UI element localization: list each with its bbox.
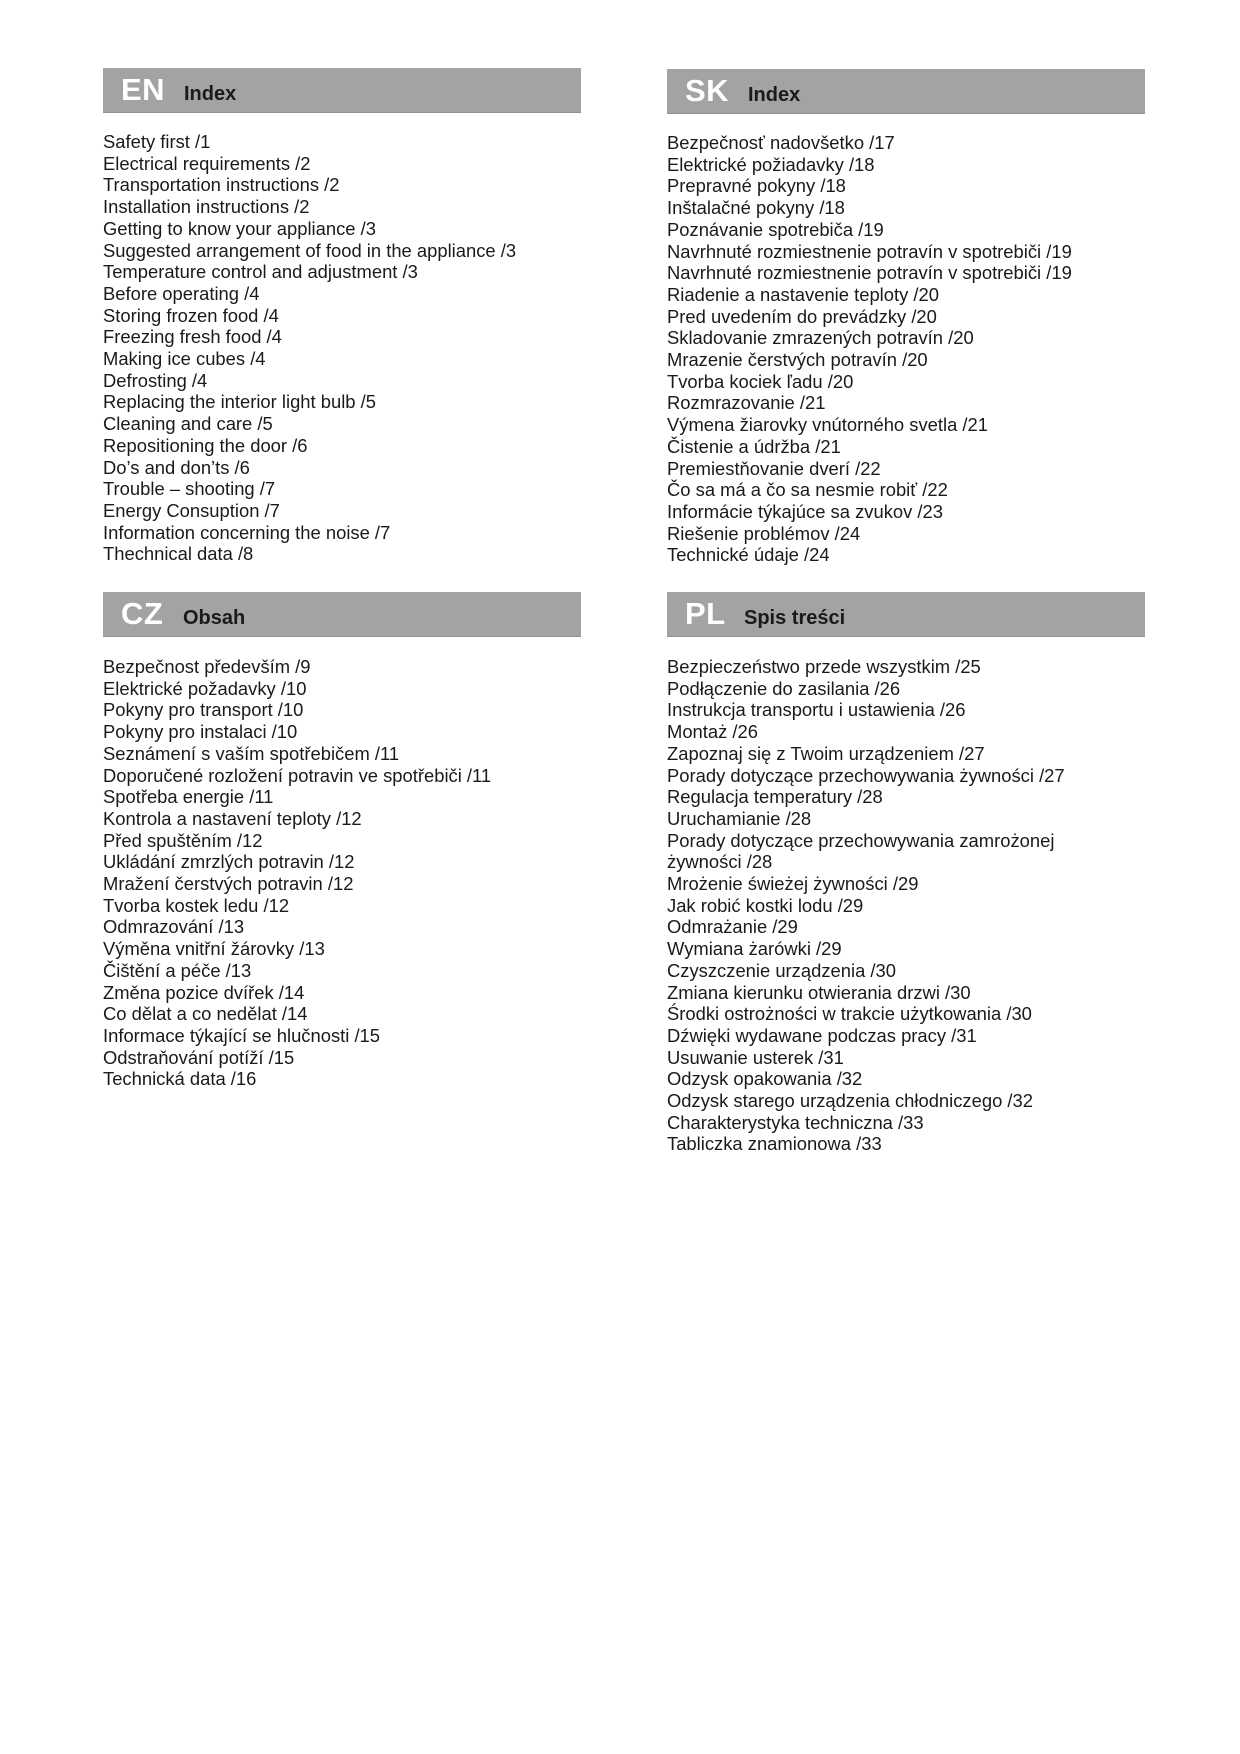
toc-entry: Information concerning the noise /7 xyxy=(103,521,391,543)
toc-entry: Kontrola a nastavení teploty /12 xyxy=(103,807,362,829)
toc-entry: Pred uvedením do prevádzky /20 xyxy=(667,305,937,327)
toc-entry: Energy Consuption /7 xyxy=(103,499,280,521)
toc-entry: Electrical requirements /2 xyxy=(103,152,311,174)
toc-entry: Spotřeba energie /11 xyxy=(103,786,274,808)
toc-list-cz xyxy=(103,656,581,1090)
toc-entry: żywności /28 xyxy=(667,851,773,873)
toc-entry: Odzysk opakowania /32 xyxy=(667,1068,863,1090)
lang-code-pl: PL xyxy=(685,596,726,631)
toc-entry: Bezpečnost především /9 xyxy=(103,656,311,677)
toc-entry: Informácie týkajúce sa zvukov /23 xyxy=(667,500,943,522)
toc-entry: Porady dotyczące przechowywania zamrożonej xyxy=(667,829,1055,851)
toc-entry: Výmena žiarovky vnútorného svetla /21 xyxy=(667,414,988,436)
toc-entry: Odmrazování /13 xyxy=(103,916,245,938)
section-sk xyxy=(667,69,1145,566)
toc-entry: Mrożenie świeżej żywności /29 xyxy=(667,873,919,895)
section-title-sk: Index xyxy=(748,84,801,106)
toc-entry: Czyszczenie urządzenia /30 xyxy=(667,959,896,981)
toc-list-sk xyxy=(667,132,1145,566)
toc-entry: Tabliczka znamionowa /33 xyxy=(667,1133,882,1155)
toc-entry: Rozmrazovanie /21 xyxy=(667,392,826,414)
toc-entry: Thechnical data /8 xyxy=(103,543,254,565)
toc-entry: Usuwanie usterek /31 xyxy=(667,1046,844,1068)
toc-entry: Inštalačné pokyny /18 xyxy=(667,197,845,219)
section-cz xyxy=(103,592,581,1090)
toc-entry: Defrosting /4 xyxy=(103,369,208,391)
toc-entry: Odstraňování potíží /15 xyxy=(103,1046,295,1068)
toc-entry: Skladovanie zmrazených potravín /20 xyxy=(667,327,974,349)
toc-entry: Freezing fresh food /4 xyxy=(103,326,282,348)
toc-entry: Charakterystyka techniczna /33 xyxy=(667,1111,924,1133)
section-title-cz: Obsah xyxy=(183,607,246,629)
toc-entry: Čo sa má a čo sa nesmie robiť /22 xyxy=(667,479,948,501)
toc-entry: Tvorba kociek ľadu /20 xyxy=(667,370,854,392)
toc-entry: Before operating /4 xyxy=(103,282,260,304)
toc-entry: Riadenie a nastavenie teploty /20 xyxy=(667,283,939,305)
toc-entry: Pokyny pro instalaci /10 xyxy=(103,721,298,743)
toc-entry: Wymiana żarówki /29 xyxy=(667,938,842,960)
toc-entry: Poznávanie spotrebiča /19 xyxy=(667,218,884,240)
toc-entry: Instrukcja transportu i ustawienia /26 xyxy=(667,699,966,721)
toc-entry: Seznámení s vaším spotřebičem /11 xyxy=(103,742,400,764)
toc-entry: Regulacja temperatury /28 xyxy=(667,786,883,808)
toc-entry: Navrhnuté rozmiestnenie potravín v spotrebiči /19 xyxy=(667,262,1072,284)
toc-list-en xyxy=(103,131,581,565)
toc-entry: Trouble – shooting /7 xyxy=(103,478,276,500)
toc-entry: Prepravné pokyny /18 xyxy=(667,175,846,197)
toc-entry: Getting to know your appliance /3 xyxy=(103,217,376,239)
toc-entry: Pokyny pro transport /10 xyxy=(103,699,304,721)
toc-entry: Temperature control and adjustment /3 xyxy=(103,261,418,283)
toc-entry: Repositioning the door /6 xyxy=(103,434,308,456)
toc-entry: Making ice cubes /4 xyxy=(103,348,266,370)
toc-entry: Safety first /1 xyxy=(103,131,211,152)
section-header-pl xyxy=(667,592,1145,636)
toc-entry: Elektrické požiadavky /18 xyxy=(667,153,875,175)
toc-entry: Před spuštěním /12 xyxy=(103,829,263,851)
toc-entry: Montaż /26 xyxy=(667,721,758,743)
lang-code-sk: SK xyxy=(685,73,730,108)
section-en xyxy=(103,68,581,565)
toc-entry: Podłączenie do zasilania /26 xyxy=(667,677,901,699)
toc-entry: Replacing the interior light bulb /5 xyxy=(103,391,376,413)
toc-entry: Změna pozice dvířek /14 xyxy=(103,981,305,1003)
toc-entry: Dźwięki wydawane podczas pracy /31 xyxy=(667,1024,977,1046)
toc-entry: Doporučené rozložení potravin ve spotřebiči /11 xyxy=(103,764,492,786)
lang-code-cz: CZ xyxy=(121,596,164,631)
toc-entry: Premiestňovanie dverí /22 xyxy=(667,457,881,479)
section-header-sk xyxy=(667,69,1145,113)
toc-entry: Cleaning and care /5 xyxy=(103,413,273,435)
toc-entry: Jak robić kostki lodu /29 xyxy=(667,894,864,916)
toc-entry: Porady dotyczące przechowywania żywności /27 xyxy=(667,764,1065,786)
toc-list-pl xyxy=(667,656,1145,1155)
toc-entry: Technické údaje /24 xyxy=(667,544,830,566)
section-title-pl: Spis treści xyxy=(744,607,846,629)
section-pl xyxy=(667,592,1145,1155)
toc-entry: Środki ostrożności w trakcie użytkowania /30 xyxy=(667,1003,1032,1025)
section-header-cz xyxy=(103,592,581,636)
toc-entry: Installation instructions /2 xyxy=(103,196,310,218)
toc-entry: Odmrażanie /29 xyxy=(667,916,798,938)
toc-entry: Elektrické požadavky /10 xyxy=(103,677,307,699)
toc-entry: Odzysk starego urządzenia chłodniczego /32 xyxy=(667,1090,1033,1112)
toc-entry: Zmiana kierunku otwierania drzwi /30 xyxy=(667,981,971,1003)
section-title-en: Index xyxy=(184,83,237,105)
toc-entry: Mrazenie čerstvých potravín /20 xyxy=(667,349,928,371)
toc-entry: Co dělat a co nedělat /14 xyxy=(103,1003,308,1025)
toc-entry: Tvorba kostek ledu /12 xyxy=(103,894,290,916)
section-header-en xyxy=(103,68,581,112)
toc-entry: Suggested arrangement of food in the appliance /3 xyxy=(103,239,517,261)
toc-entry: Informace týkající se hlučnosti /15 xyxy=(103,1024,381,1046)
toc-entry: Navrhnuté rozmiestnenie potravín v spotrebiči /19 xyxy=(667,240,1072,262)
lang-code-en: EN xyxy=(121,72,166,107)
toc-entry: Čištění a péče /13 xyxy=(103,959,252,981)
toc-entry: Uruchamianie /28 xyxy=(667,807,812,829)
toc-entry: Ukládání zmrzlých potravin /12 xyxy=(103,851,355,873)
toc-entry: Technická data /16 xyxy=(103,1068,257,1090)
toc-entry: Transportation instructions /2 xyxy=(103,174,340,196)
toc-entry: Storing frozen food /4 xyxy=(103,304,279,326)
toc-entry: Čistenie a údržba /21 xyxy=(667,435,841,457)
toc-entry: Bezpieczeństwo przede wszystkim /25 xyxy=(667,656,981,677)
toc-entry: Do’s and don’ts /6 xyxy=(103,456,250,478)
toc-entry: Mražení čerstvých potravin /12 xyxy=(103,873,354,895)
toc-entry: Riešenie problémov /24 xyxy=(667,522,861,544)
toc-entry: Zapoznaj się z Twoim urządzeniem /27 xyxy=(667,742,985,764)
toc-entry: Výměna vnitřní žárovky /13 xyxy=(103,938,325,960)
toc-entry: Bezpečnosť nadovšetko /17 xyxy=(667,132,895,153)
